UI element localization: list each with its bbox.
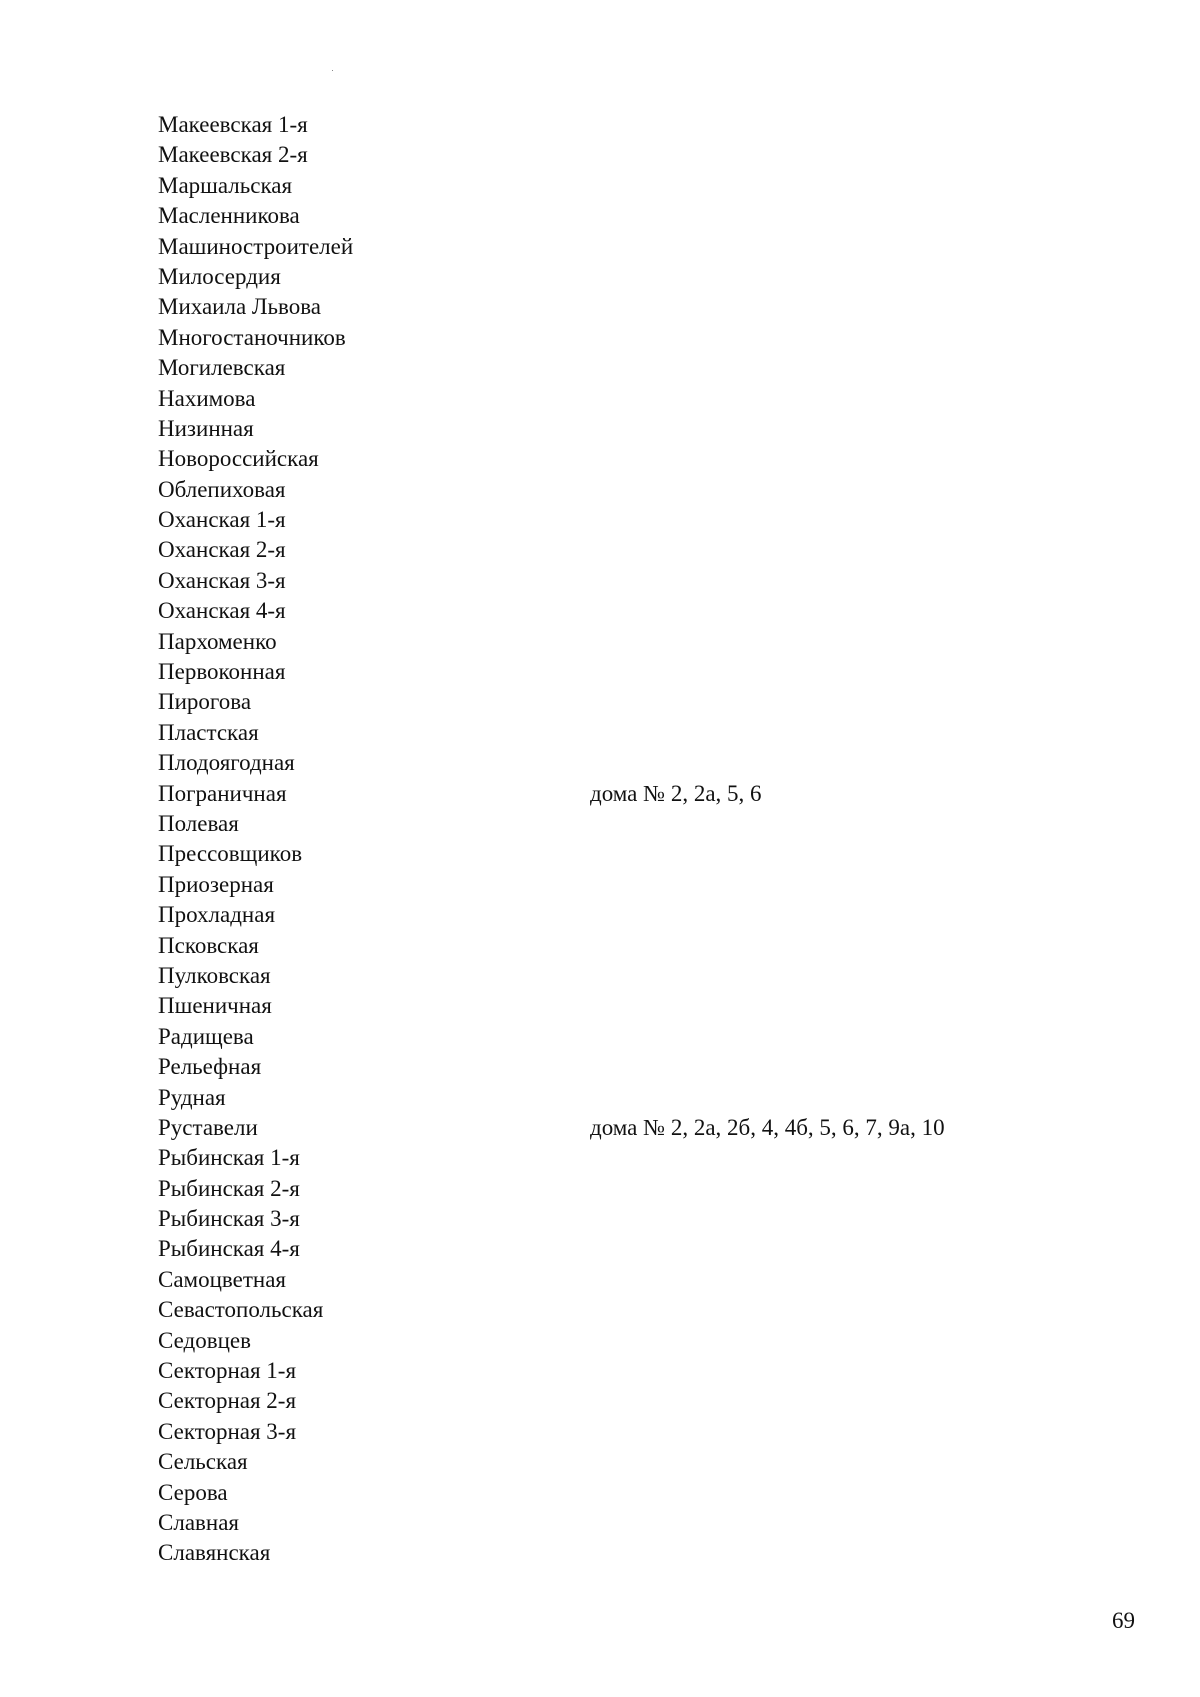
street-note: дома № 2, 2а, 2б, 4, 4б, 5, 6, 7, 9а, 10 <box>590 1114 945 1140</box>
street-name: Облепиховая <box>158 476 286 502</box>
street-note <box>590 1447 1118 1477</box>
street-row <box>158 1204 1118 1234</box>
street-row <box>158 1295 1118 1325</box>
street-row <box>158 201 1118 231</box>
street-name: Пограничная <box>158 780 287 806</box>
street-note <box>590 171 1118 201</box>
street-note <box>590 292 1118 322</box>
street-note <box>590 232 1118 262</box>
street-name: Секторная 2-я <box>158 1388 297 1414</box>
street-note <box>590 657 1118 687</box>
street-row <box>158 961 1118 991</box>
street-name: Славянская <box>158 1540 271 1566</box>
street-note <box>590 1174 1118 1204</box>
street-name: Плодоягодная <box>158 750 295 776</box>
street-row <box>158 596 1118 626</box>
street-name: Полевая <box>158 810 239 836</box>
street-note <box>590 384 1118 414</box>
street-name: Секторная 1-я <box>158 1358 297 1384</box>
street-note <box>590 931 1118 961</box>
street-row <box>158 140 1118 170</box>
street-note <box>590 961 1118 991</box>
street-row <box>158 748 1118 778</box>
street-note <box>590 201 1118 231</box>
street-name: Рыбинская 4-я <box>158 1236 300 1262</box>
street-note <box>590 475 1118 505</box>
street-row <box>158 353 1118 383</box>
street-row <box>158 839 1118 869</box>
street-note <box>590 414 1118 444</box>
street-row <box>158 1326 1118 1356</box>
street-row <box>158 475 1118 505</box>
street-note <box>590 1508 1118 1538</box>
street-note <box>590 748 1118 778</box>
street-row <box>158 1113 1118 1143</box>
street-row <box>158 809 1118 839</box>
street-row <box>158 323 1118 353</box>
street-row <box>158 414 1118 444</box>
street-name: Машиностроителей <box>158 233 354 259</box>
street-name: Рыбинская 3-я <box>158 1206 300 1232</box>
street-name: Масленникова <box>158 203 300 229</box>
street-name: Руставели <box>158 1114 258 1140</box>
street-note <box>590 444 1118 474</box>
street-row <box>158 718 1118 748</box>
street-row <box>158 687 1118 717</box>
street-note <box>590 110 1118 140</box>
street-note <box>590 353 1118 383</box>
street-name: Рыбинская 1-я <box>158 1145 300 1171</box>
street-note <box>590 596 1118 626</box>
street-row <box>158 1083 1118 1113</box>
street-name: Приозерная <box>158 871 274 897</box>
street-row <box>158 1143 1118 1173</box>
street-name: Рыбинская 2-я <box>158 1175 300 1201</box>
street-name: Радищева <box>158 1023 254 1049</box>
street-row <box>158 1508 1118 1538</box>
street-name: Пирогова <box>158 689 252 715</box>
street-name: Макеевская 1-я <box>158 112 308 137</box>
street-name: Могилевская <box>158 355 286 381</box>
street-row <box>158 262 1118 292</box>
street-note <box>590 1295 1118 1325</box>
street-row <box>158 1234 1118 1264</box>
street-name: Милосердия <box>158 263 281 289</box>
street-row <box>158 657 1118 687</box>
scan-speck <box>332 70 333 71</box>
street-note: дома № 2, 2а, 5, 6 <box>590 780 762 806</box>
street-note <box>590 1417 1118 1447</box>
street-row <box>158 171 1118 201</box>
street-row <box>158 505 1118 535</box>
street-name: Пластская <box>158 719 259 745</box>
street-note <box>590 1083 1118 1113</box>
street-row <box>158 1356 1118 1386</box>
street-name: Оханская 4-я <box>158 598 286 624</box>
street-note <box>590 1204 1118 1234</box>
street-row <box>158 292 1118 322</box>
street-row <box>158 1265 1118 1295</box>
street-row <box>158 1538 1118 1568</box>
street-note <box>590 1022 1118 1052</box>
street-note <box>590 900 1118 930</box>
street-note <box>590 262 1118 292</box>
street-row <box>158 1386 1118 1416</box>
street-row <box>158 444 1118 474</box>
street-name: Оханская 1-я <box>158 507 286 533</box>
street-note <box>590 140 1118 170</box>
street-row <box>158 627 1118 657</box>
street-name: Севастопольская <box>158 1297 324 1323</box>
street-note <box>590 839 1118 869</box>
street-name: Секторная 3-я <box>158 1418 297 1444</box>
street-note <box>590 1326 1118 1356</box>
street-note <box>590 870 1118 900</box>
street-row <box>158 1478 1118 1508</box>
street-note <box>590 1052 1118 1082</box>
street-row <box>158 232 1118 262</box>
street-note <box>590 566 1118 596</box>
street-name: Сельская <box>158 1449 248 1475</box>
street-note <box>590 323 1118 353</box>
street-row <box>158 1022 1118 1052</box>
street-row <box>158 870 1118 900</box>
street-note <box>590 1234 1118 1264</box>
street-note <box>590 535 1118 565</box>
street-name: Многостаночников <box>158 324 346 350</box>
street-note <box>590 1143 1118 1173</box>
street-note <box>590 1478 1118 1508</box>
street-note <box>590 809 1118 839</box>
street-row <box>158 566 1118 596</box>
street-name: Низинная <box>158 415 254 441</box>
street-note <box>590 991 1118 1021</box>
street-row <box>158 110 1118 140</box>
street-note <box>590 1538 1118 1568</box>
page-number: 69 <box>1112 1608 1135 1633</box>
street-row <box>158 384 1118 414</box>
street-name: Пархоменко <box>158 628 277 654</box>
street-name: Маршальская <box>158 172 293 198</box>
street-name: Новороссийская <box>158 446 319 472</box>
street-note <box>590 1386 1118 1416</box>
street-name: Самоцветная <box>158 1266 286 1292</box>
street-row <box>158 991 1118 1021</box>
street-list <box>158 110 1118 1569</box>
street-note <box>590 627 1118 657</box>
street-name: Рельефная <box>158 1054 262 1080</box>
street-name: Пшеничная <box>158 993 272 1019</box>
street-row <box>158 1447 1118 1477</box>
street-row <box>158 1052 1118 1082</box>
street-row <box>158 1174 1118 1204</box>
street-row <box>158 1417 1118 1447</box>
street-note <box>590 1265 1118 1295</box>
street-name: Нахимова <box>158 385 256 411</box>
street-name: Псковская <box>158 932 259 958</box>
street-name: Пулковская <box>158 962 271 988</box>
street-note <box>590 718 1118 748</box>
street-name: Первоконная <box>158 659 286 685</box>
street-name: Серова <box>158 1479 228 1505</box>
street-name: Оханская 3-я <box>158 567 286 593</box>
street-row <box>158 779 1118 809</box>
street-row <box>158 931 1118 961</box>
street-row <box>158 535 1118 565</box>
street-name: Славная <box>158 1509 239 1535</box>
street-name: Седовцев <box>158 1327 251 1353</box>
street-note <box>590 687 1118 717</box>
street-note <box>590 505 1118 535</box>
street-name: Рудная <box>158 1084 226 1110</box>
street-row <box>158 900 1118 930</box>
street-name: Оханская 2-я <box>158 537 286 563</box>
street-name: Макеевская 2-я <box>158 142 308 168</box>
street-name: Прессовщиков <box>158 841 303 867</box>
street-name: Прохладная <box>158 902 276 928</box>
street-name: Михаила Львова <box>158 294 321 320</box>
street-note <box>590 1356 1118 1386</box>
